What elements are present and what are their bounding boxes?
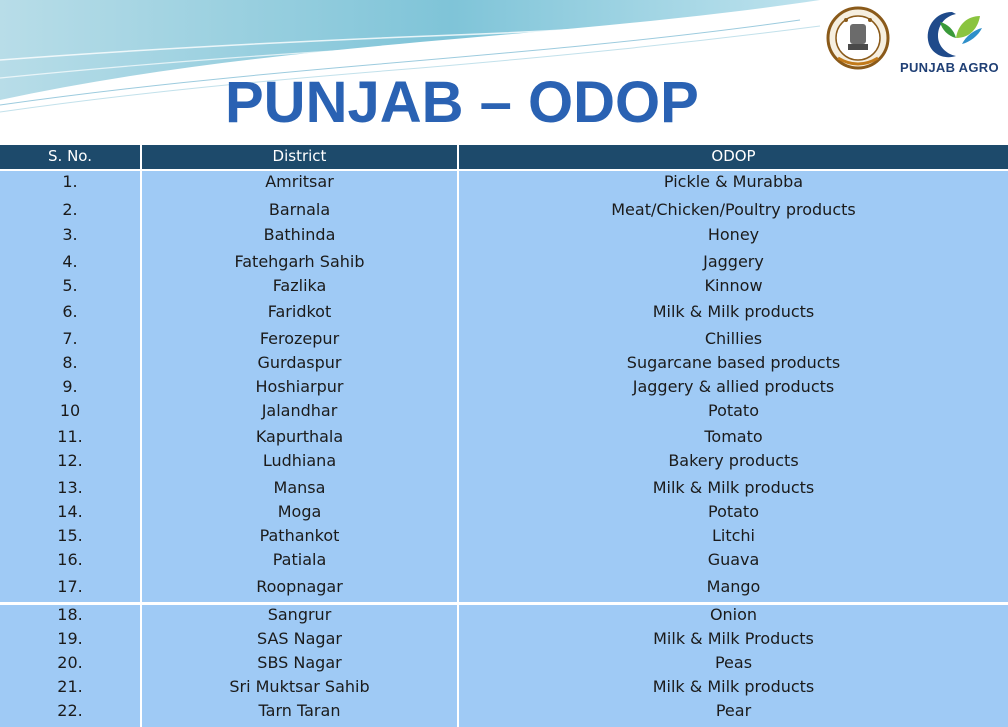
table-cell-sno: 20.	[57, 653, 83, 672]
district-column	[142, 145, 457, 727]
table-cell-district: Kapurthala	[255, 427, 344, 446]
table-cell-odop: Guava	[707, 550, 760, 569]
table-cell-sno: 7.	[62, 329, 78, 348]
table-cell-district: Fatehgarh Sahib	[234, 252, 365, 271]
table-cell-odop: Milk & Milk Products	[653, 629, 814, 648]
table-cell-sno: 11.	[57, 427, 83, 446]
table-cell-odop: Peas	[714, 653, 753, 672]
table-cell-odop: Sugarcane based products	[626, 353, 841, 372]
odop-column	[459, 145, 1008, 727]
table-cell-odop: Pear	[715, 701, 752, 720]
table-cell-district: Fazlika	[272, 276, 327, 295]
table-cell-sno: 15.	[57, 526, 83, 545]
table-cell-odop: Pickle & Murabba	[663, 172, 804, 191]
district-header: District	[142, 145, 457, 169]
table-cell-sno: 17.	[57, 577, 83, 596]
table-cell-odop: Onion	[709, 605, 758, 624]
table-cell-district: SAS Nagar	[257, 629, 342, 648]
table-cell-odop: Milk & Milk products	[652, 302, 815, 321]
table-cell-odop: Meat/Chicken/Poultry products	[611, 200, 856, 219]
table-cell-district: Mansa	[273, 478, 326, 497]
table-cell-odop: Tomato	[704, 427, 763, 446]
table-cell-odop: Milk & Milk products	[652, 478, 815, 497]
table-cell-odop: Honey	[707, 225, 760, 244]
table-cell-district: Roopnagar	[256, 577, 343, 596]
odop-header: ODOP	[459, 145, 1008, 169]
table-cell-odop: Mango	[706, 577, 761, 596]
table-cell-sno: 14.	[57, 502, 83, 521]
table-cell-sno: 18.	[57, 605, 83, 624]
table-cell-odop: Milk & Milk products	[652, 677, 815, 696]
table-cell-odop: Chillies	[704, 329, 763, 348]
table-cell-sno: 9.	[62, 377, 78, 396]
page-title: PUNJAB – ODOP	[225, 70, 699, 135]
table-cell-district: SBS Nagar	[257, 653, 342, 672]
table-cell-district: Sangrur	[267, 605, 332, 624]
table-cell-sno: 16.	[57, 550, 83, 569]
table-cell-sno: 13.	[57, 478, 83, 497]
table-cell-sno: 19.	[57, 629, 83, 648]
table-cell-district: Amritsar	[265, 172, 334, 191]
sno-column	[0, 145, 140, 727]
table-cell-odop: Potato	[707, 502, 759, 521]
table-cell-sno: 12.	[57, 451, 83, 470]
table-cell-sno: 2.	[62, 200, 78, 219]
table-cell-district: Ludhiana	[262, 451, 337, 470]
table-cell-district: Pathankot	[259, 526, 340, 545]
table-cell-district: Sri Muktsar Sahib	[229, 677, 370, 696]
table-cell-odop: Litchi	[711, 526, 755, 545]
table-cell-district: Hoshiarpur	[255, 377, 344, 396]
table-cell-sno: 8.	[62, 353, 78, 372]
table-cell-odop: Bakery products	[668, 451, 799, 470]
table-cell-sno: 6.	[62, 302, 78, 321]
table-cell-sno: 1.	[62, 172, 78, 191]
table-cell-odop: Potato	[707, 401, 759, 420]
table-cell-district: Patiala	[272, 550, 327, 569]
table-cell-sno: 4.	[62, 252, 78, 271]
table-cell-sno: 10	[59, 401, 81, 420]
table-cell-district: Bathinda	[263, 225, 336, 244]
table-cell-district: Ferozepur	[259, 329, 340, 348]
table-cell-odop: Jaggery & allied products	[632, 377, 835, 396]
sno-header: S. No.	[0, 145, 140, 169]
table-cell-district: Barnala	[268, 200, 331, 219]
table-cell-sno: 21.	[57, 677, 83, 696]
table-cell-odop: Kinnow	[704, 276, 763, 295]
table-cell-district: Tarn Taran	[258, 701, 341, 720]
header-banner	[0, 0, 1008, 145]
punjab-agro-wordmark: PUNJAB AGRO	[900, 60, 999, 75]
odop-table	[0, 145, 1008, 727]
government-seal-logo	[826, 4, 890, 76]
table-cell-odop: Jaggery	[703, 252, 764, 271]
table-cell-sno: 22.	[57, 701, 83, 720]
table-cell-sno: 5.	[62, 276, 78, 295]
table-cell-sno: 3.	[62, 225, 78, 244]
table-cell-district: Faridkot	[267, 302, 332, 321]
table-cell-district: Gurdaspur	[257, 353, 342, 372]
table-cell-district: Jalandhar	[261, 401, 338, 420]
table-cell-district: Moga	[277, 502, 322, 521]
